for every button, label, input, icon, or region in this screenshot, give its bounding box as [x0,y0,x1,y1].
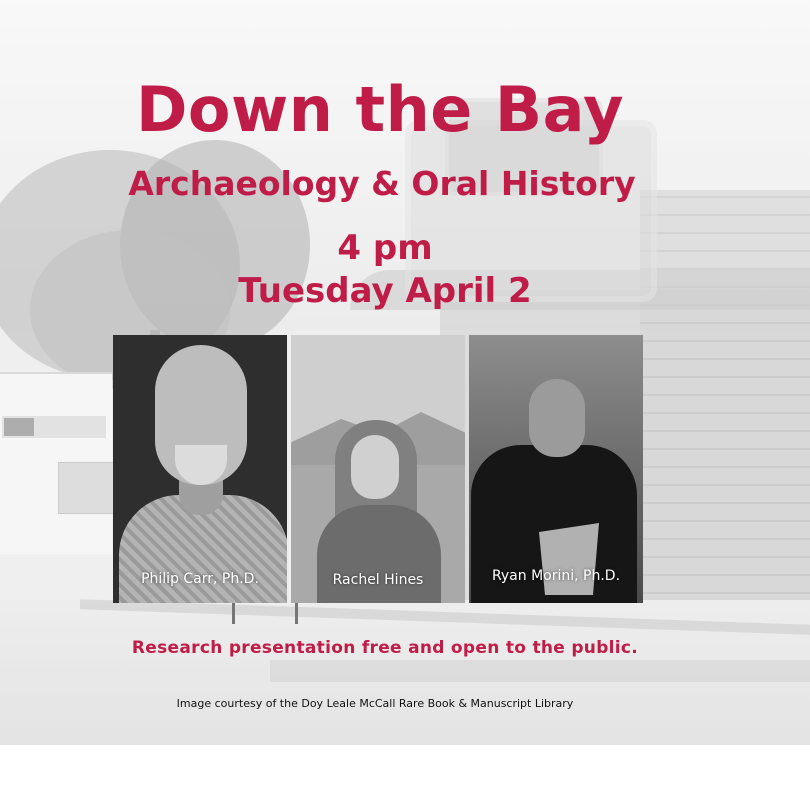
event-tagline: Research presentation free and open to the public. [131,638,639,658]
event-subtitle: Archaeology & Oral History [128,164,636,203]
image-credit: Image courtesy of the Doy Leale McCall Rare Book & Manuscript Library [176,697,574,710]
event-date: Tuesday April 2 [238,271,532,311]
speaker-name: Ryan Morini, Ph.D. [491,568,621,584]
speaker-photos [113,335,643,603]
speaker-photo-rachel-hines [291,335,465,603]
speaker-photo-ryan-morini [469,335,643,603]
event-time: 4 pm [337,228,433,268]
event-title: Down the Bay [135,73,625,146]
speaker-name: Philip Carr, Ph.D. [141,571,259,587]
speaker-photo-philip-carr [113,335,287,603]
speaker-name: Rachel Hines [332,572,424,588]
